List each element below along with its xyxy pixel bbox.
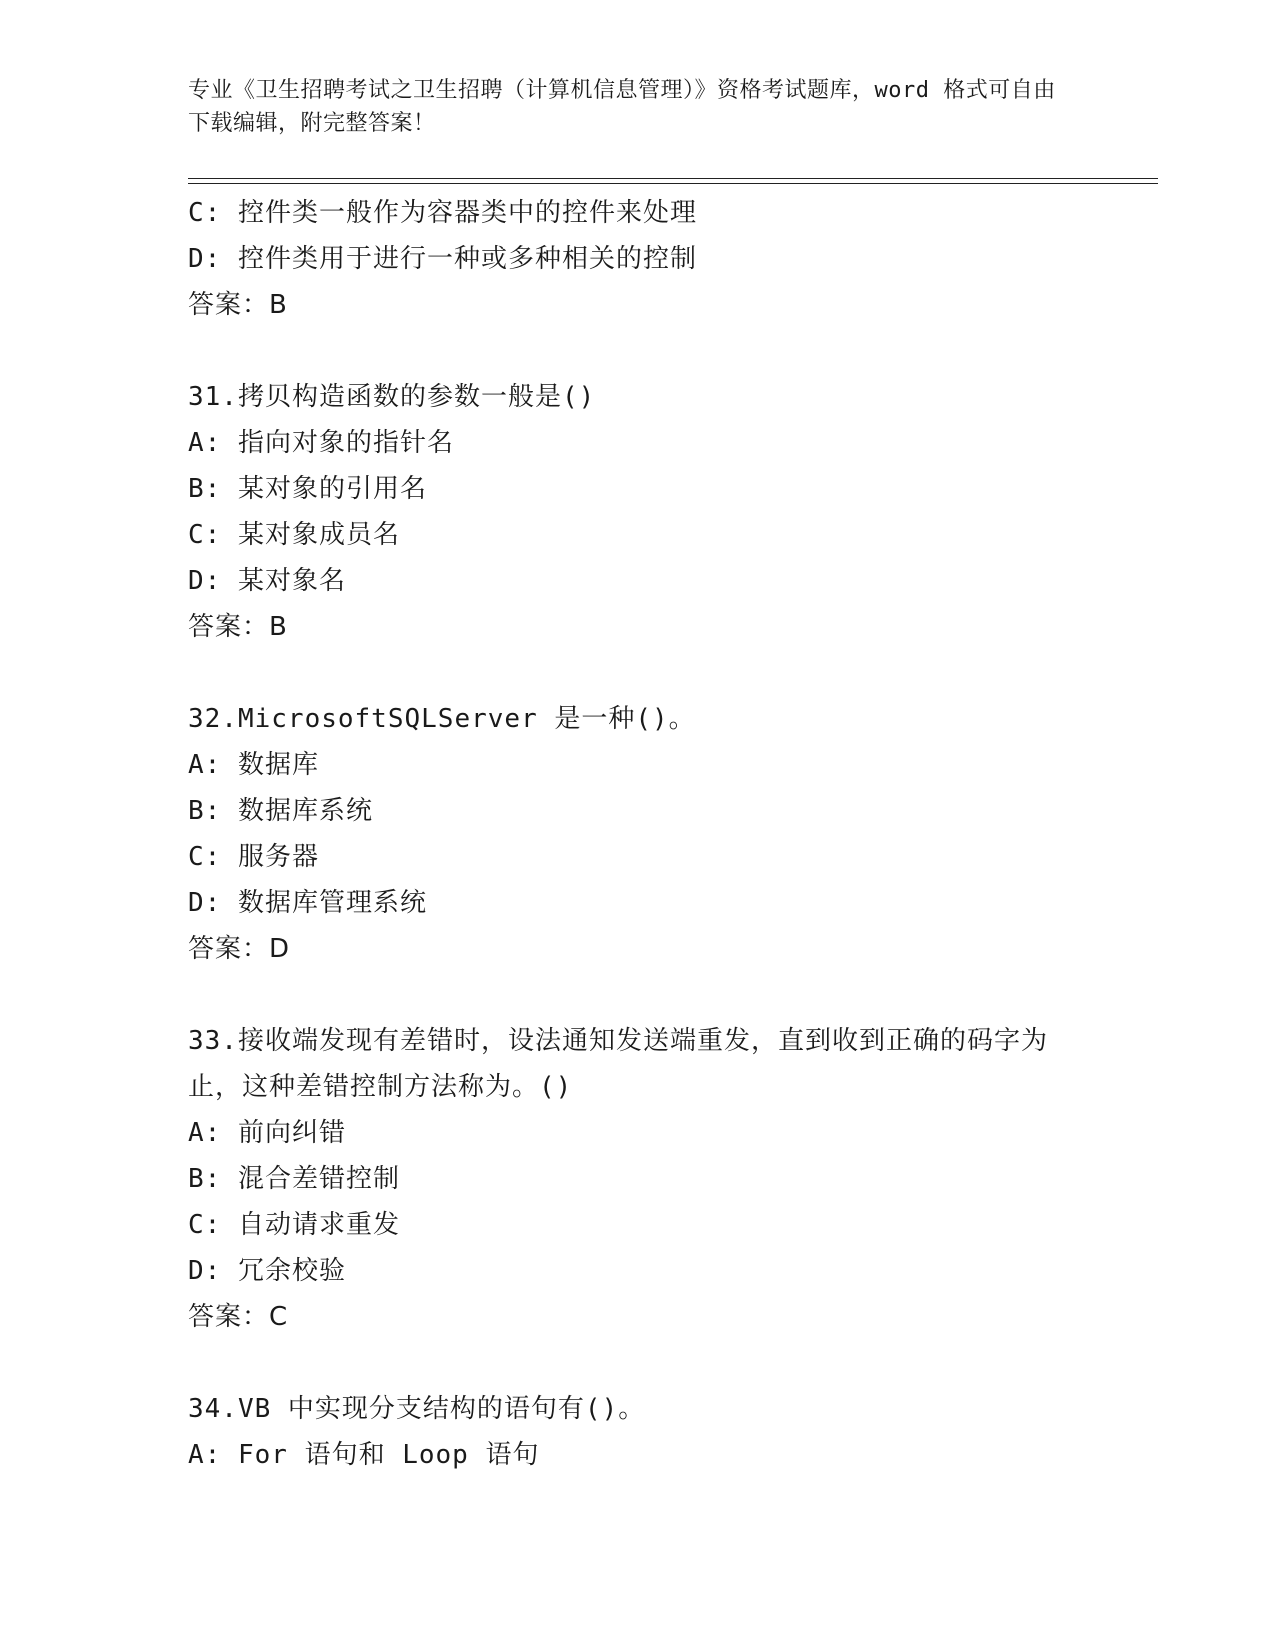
question-list: [188, 190, 1088, 1478]
option-b: B: 混合差错控制: [188, 1164, 400, 1194]
option-d: D: 数据库管理系统: [188, 888, 427, 918]
option-b: B: 数据库系统: [188, 796, 373, 826]
option-a: A: For 语句和 Loop 语句: [188, 1440, 540, 1470]
option-c: C: 自动请求重发: [188, 1210, 400, 1240]
option-b: B: 某对象的引用名: [188, 474, 427, 504]
spacer: [188, 328, 1088, 374]
question-stem: 33.接收端发现有差错时，设法通知发送端重发，直到收到正确的码字为止，这种差错控制方法称为。(): [188, 1026, 1048, 1102]
spacer: [188, 972, 1088, 1018]
option-a: A: 前向纠错: [188, 1118, 346, 1148]
question-block-32: [188, 696, 1088, 972]
option-c: C: 某对象成员名: [188, 520, 400, 550]
option-d: D: 冗余校验: [188, 1256, 346, 1286]
question-block-prev: [188, 190, 1088, 328]
question-block-33: [188, 1018, 1088, 1340]
answer-line: 答案：C: [188, 1302, 289, 1332]
question-block-31: [188, 374, 1088, 650]
answer-line: 答案：D: [188, 934, 291, 964]
option-c: C: 服务器: [188, 842, 319, 872]
option-a: A: 指向对象的指针名: [188, 428, 454, 458]
spacer: [188, 1340, 1088, 1386]
header-divider-top: [188, 178, 1158, 179]
document-header: 专业《卫生招聘考试之卫生招聘（计算机信息管理）》资格考试题库，word 格式可自由下载编辑，附完整答案！: [188, 78, 1056, 136]
answer-line: 答案：B: [188, 612, 288, 642]
question-stem: 32.MicrosoftSQLServer 是一种()。: [188, 704, 696, 734]
question-stem: 34.VB 中实现分支结构的语句有()。: [188, 1394, 646, 1424]
question-stem: 31.拷贝构造函数的参数一般是(): [188, 382, 596, 412]
option-d: D: 某对象名: [188, 566, 346, 596]
option-d: D: 控件类用于进行一种或多种相关的控制: [188, 244, 697, 274]
option-c: C: 控件类一般作为容器类中的控件来处理: [188, 198, 697, 228]
spacer: [188, 650, 1088, 696]
answer-line: 答案：B: [188, 290, 288, 320]
option-a: A: 数据库: [188, 750, 319, 780]
question-block-34: [188, 1386, 1088, 1478]
header-divider-bottom: [188, 183, 1158, 184]
